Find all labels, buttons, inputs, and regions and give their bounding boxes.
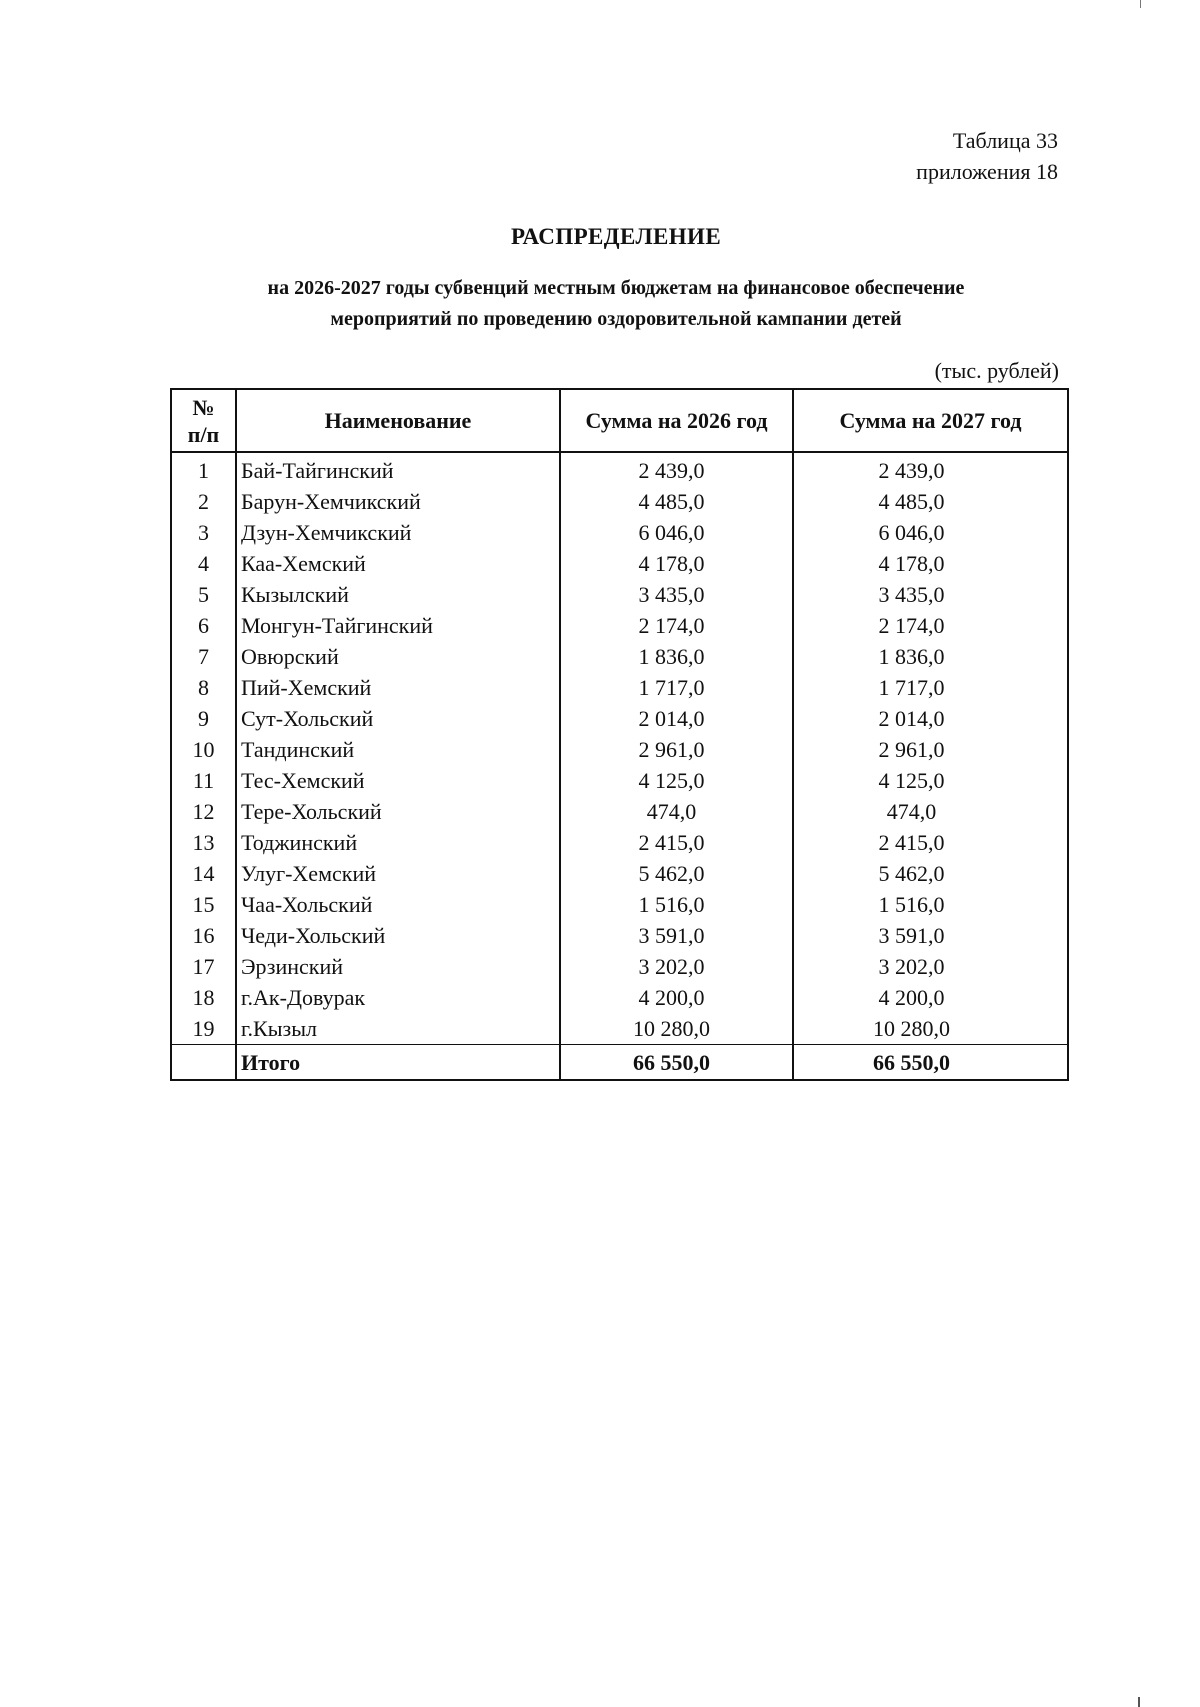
- row-name: Пий-Хемский: [236, 672, 560, 703]
- row-sum-2026: 6 046,0: [560, 517, 793, 548]
- header-name: Наименование: [236, 389, 560, 452]
- row-name: Дзун-Хемчикский: [236, 517, 560, 548]
- row-sum-2026: 10 280,0: [560, 1013, 793, 1045]
- document-subtitle-line1: на 2026-2027 годы субвенций местным бюджетам на финансовое обеспечение: [267, 277, 965, 299]
- header-number-line1: №: [192, 394, 215, 420]
- row-name: г.Ак-Довурак: [236, 982, 560, 1013]
- row-name: Каа-Хемский: [236, 548, 560, 579]
- table-row: [171, 734, 1068, 765]
- total-label: Итого: [236, 1045, 560, 1081]
- row-number: 8: [171, 672, 236, 703]
- table-row: [171, 827, 1068, 858]
- row-sum-2026: 3 202,0: [560, 951, 793, 982]
- row-number: 1: [171, 452, 236, 486]
- row-number: 2: [171, 486, 236, 517]
- row-sum-2026: 2 174,0: [560, 610, 793, 641]
- row-sum-2026: 1 717,0: [560, 672, 793, 703]
- row-name: Чаа-Хольский: [236, 889, 560, 920]
- row-name: Овюрский: [236, 641, 560, 672]
- row-number: 15: [171, 889, 236, 920]
- row-sum-2026: 4 200,0: [560, 982, 793, 1013]
- row-sum-2027: 3 435,0: [793, 579, 1068, 610]
- units-label: (тыс. рублей): [934, 358, 1059, 383]
- row-number: 19: [171, 1013, 236, 1045]
- row-sum-2027: 2 439,0: [793, 452, 1068, 486]
- row-sum-2027: 2 174,0: [793, 610, 1068, 641]
- distribution-table: [170, 388, 1069, 1081]
- table-row: [171, 579, 1068, 610]
- table-row: [171, 517, 1068, 548]
- row-sum-2027: 5 462,0: [793, 858, 1068, 889]
- row-number: 16: [171, 920, 236, 951]
- row-sum-2027: 1 516,0: [793, 889, 1068, 920]
- row-name: Монгун-Тайгинский: [236, 610, 560, 641]
- table-row: [171, 452, 1068, 486]
- row-name: г.Кызыл: [236, 1013, 560, 1045]
- row-sum-2026: 474,0: [560, 796, 793, 827]
- row-name: Бай-Тайгинский: [236, 452, 560, 486]
- scan-edge-mark-bottom: [1138, 1697, 1140, 1707]
- table-row: [171, 920, 1068, 951]
- row-sum-2026: 4 125,0: [560, 765, 793, 796]
- row-sum-2026: 4 485,0: [560, 486, 793, 517]
- table-body: [171, 452, 1068, 1080]
- row-number: 18: [171, 982, 236, 1013]
- row-name: Тес-Хемский: [236, 765, 560, 796]
- table-row: [171, 486, 1068, 517]
- row-number: 13: [171, 827, 236, 858]
- table-row: [171, 796, 1068, 827]
- row-name: Тере-Хольский: [236, 796, 560, 827]
- row-sum-2027: 1 717,0: [793, 672, 1068, 703]
- row-number: 10: [171, 734, 236, 765]
- scan-edge-mark-top: [1140, 0, 1141, 8]
- table-row: [171, 610, 1068, 641]
- row-sum-2026: 5 462,0: [560, 858, 793, 889]
- table-row: [171, 951, 1068, 982]
- table-row: [171, 982, 1068, 1013]
- row-sum-2027: 4 125,0: [793, 765, 1068, 796]
- row-sum-2026: 1 516,0: [560, 889, 793, 920]
- row-name: Тоджинский: [236, 827, 560, 858]
- row-number: 6: [171, 610, 236, 641]
- row-sum-2026: 2 961,0: [560, 734, 793, 765]
- row-name: Чеди-Хольский: [236, 920, 560, 951]
- row-number: 4: [171, 548, 236, 579]
- row-sum-2027: 10 280,0: [793, 1013, 1068, 1045]
- table-row: [171, 672, 1068, 703]
- row-sum-2026: 2 415,0: [560, 827, 793, 858]
- row-sum-2027: 4 485,0: [793, 486, 1068, 517]
- total-sum-2026: 66 550,0: [560, 1045, 793, 1081]
- document-subtitle: [0, 273, 1200, 335]
- row-sum-2027: 6 046,0: [793, 517, 1068, 548]
- total-sum-2027: 66 550,0: [793, 1045, 1068, 1081]
- row-sum-2027: 4 200,0: [793, 982, 1068, 1013]
- row-sum-2026: 1 836,0: [560, 641, 793, 672]
- row-sum-2027: 2 014,0: [793, 703, 1068, 734]
- header-number-line2: п/п: [187, 421, 220, 447]
- row-name: Сут-Хольский: [236, 703, 560, 734]
- row-number: 17: [171, 951, 236, 982]
- row-sum-2027: 1 836,0: [793, 641, 1068, 672]
- row-number: 5: [171, 579, 236, 610]
- document-title: РАСПРЕДЕЛЕНИЕ: [510, 224, 722, 249]
- row-sum-2027: 2 961,0: [793, 734, 1068, 765]
- row-sum-2027: 2 415,0: [793, 827, 1068, 858]
- table-row: [171, 548, 1068, 579]
- row-sum-2026: 3 435,0: [560, 579, 793, 610]
- document-subtitle-line2: мероприятий по проведению оздоровительной кампании детей: [330, 308, 902, 330]
- row-sum-2026: 2 439,0: [560, 452, 793, 486]
- row-sum-2026: 2 014,0: [560, 703, 793, 734]
- table-header: [171, 389, 1068, 452]
- row-sum-2026: 3 591,0: [560, 920, 793, 951]
- row-name: Барун-Хемчикский: [236, 486, 560, 517]
- row-sum-2026: 4 178,0: [560, 548, 793, 579]
- table-caption-line1: Таблица 33: [952, 128, 1058, 153]
- row-number: 14: [171, 858, 236, 889]
- row-number: 12: [171, 796, 236, 827]
- row-sum-2027: 3 591,0: [793, 920, 1068, 951]
- table-row: [171, 703, 1068, 734]
- table-row: [171, 1013, 1068, 1045]
- row-name: Улуг-Хемский: [236, 858, 560, 889]
- table-row: [171, 641, 1068, 672]
- table-row: [171, 765, 1068, 796]
- row-number: 11: [171, 765, 236, 796]
- table-row: [171, 858, 1068, 889]
- table-row: [171, 889, 1068, 920]
- row-sum-2027: 474,0: [793, 796, 1068, 827]
- row-name: Эрзинский: [236, 951, 560, 982]
- total-row: [171, 1045, 1068, 1081]
- table-caption: [916, 125, 1058, 187]
- header-sum-2027: Сумма на 2027 год: [793, 389, 1068, 452]
- row-number: 3: [171, 517, 236, 548]
- row-sum-2027: 3 202,0: [793, 951, 1068, 982]
- row-name: Кызылский: [236, 579, 560, 610]
- row-number: 9: [171, 703, 236, 734]
- header-number: [171, 389, 236, 452]
- row-number: 7: [171, 641, 236, 672]
- table-header-row: [171, 389, 1068, 452]
- table-caption-line2: приложения 18: [916, 159, 1058, 184]
- row-name: Тандинский: [236, 734, 560, 765]
- total-number-empty: [171, 1045, 236, 1081]
- row-sum-2027: 4 178,0: [793, 548, 1068, 579]
- header-sum-2026: Сумма на 2026 год: [560, 389, 793, 452]
